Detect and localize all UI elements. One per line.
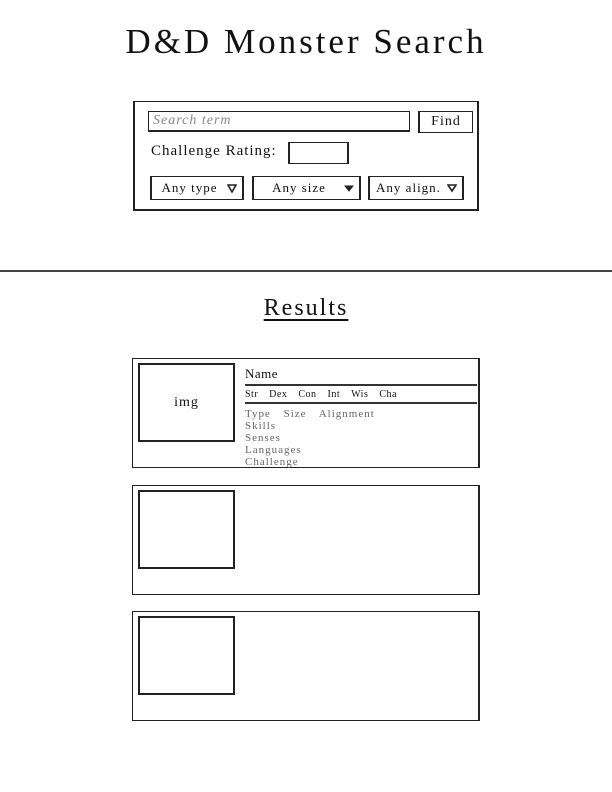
monster-size: Size [283,408,307,420]
stat-str: Str [245,389,259,400]
chevron-down-icon [227,183,237,193]
monster-name: Name [245,366,477,386]
monster-image-placeholder [138,616,235,695]
alignment-select[interactable] [368,176,464,200]
challenge-rating-label: Challenge Rating: [151,143,277,159]
stat-con: Con [298,389,317,400]
alignment-select-label: Any align. [376,180,441,195]
monster-challenge: Challenge [245,456,299,468]
type-select-label: Any type [161,180,218,195]
type-size-alignment [245,408,477,420]
monster-image-placeholder [138,490,235,569]
stat-dex: Dex [269,389,288,400]
result-card[interactable] [132,485,480,595]
search-panel [133,101,479,211]
size-select-label: Any size [272,180,326,195]
type-select[interactable] [150,176,244,200]
challenge-rating-input[interactable] [288,142,349,164]
results-heading [0,295,612,322]
page-title: D&D Monster Search [125,22,487,61]
stat-cha: Cha [379,389,397,400]
monster-skills: Skills [245,420,277,432]
ability-scores [245,386,477,404]
monster-info [245,366,477,468]
stat-wis: Wis [351,389,369,400]
result-card[interactable] [132,611,480,721]
monster-type: Type [245,408,271,420]
monster-languages: Languages [245,444,302,456]
find-button[interactable]: Find [418,111,473,133]
search-input[interactable] [148,111,410,132]
monster-senses: Senses [245,432,281,444]
section-divider [0,270,612,272]
stat-int: Int [327,389,341,400]
chevron-down-icon [447,183,457,193]
monster-image-placeholder: img [138,363,235,442]
monster-details [245,404,477,468]
chevron-down-icon [344,183,354,193]
monster-alignment: Alignment [318,408,375,420]
result-card[interactable] [132,358,480,468]
size-select[interactable] [252,176,361,200]
results-heading-text: Results [263,295,349,321]
